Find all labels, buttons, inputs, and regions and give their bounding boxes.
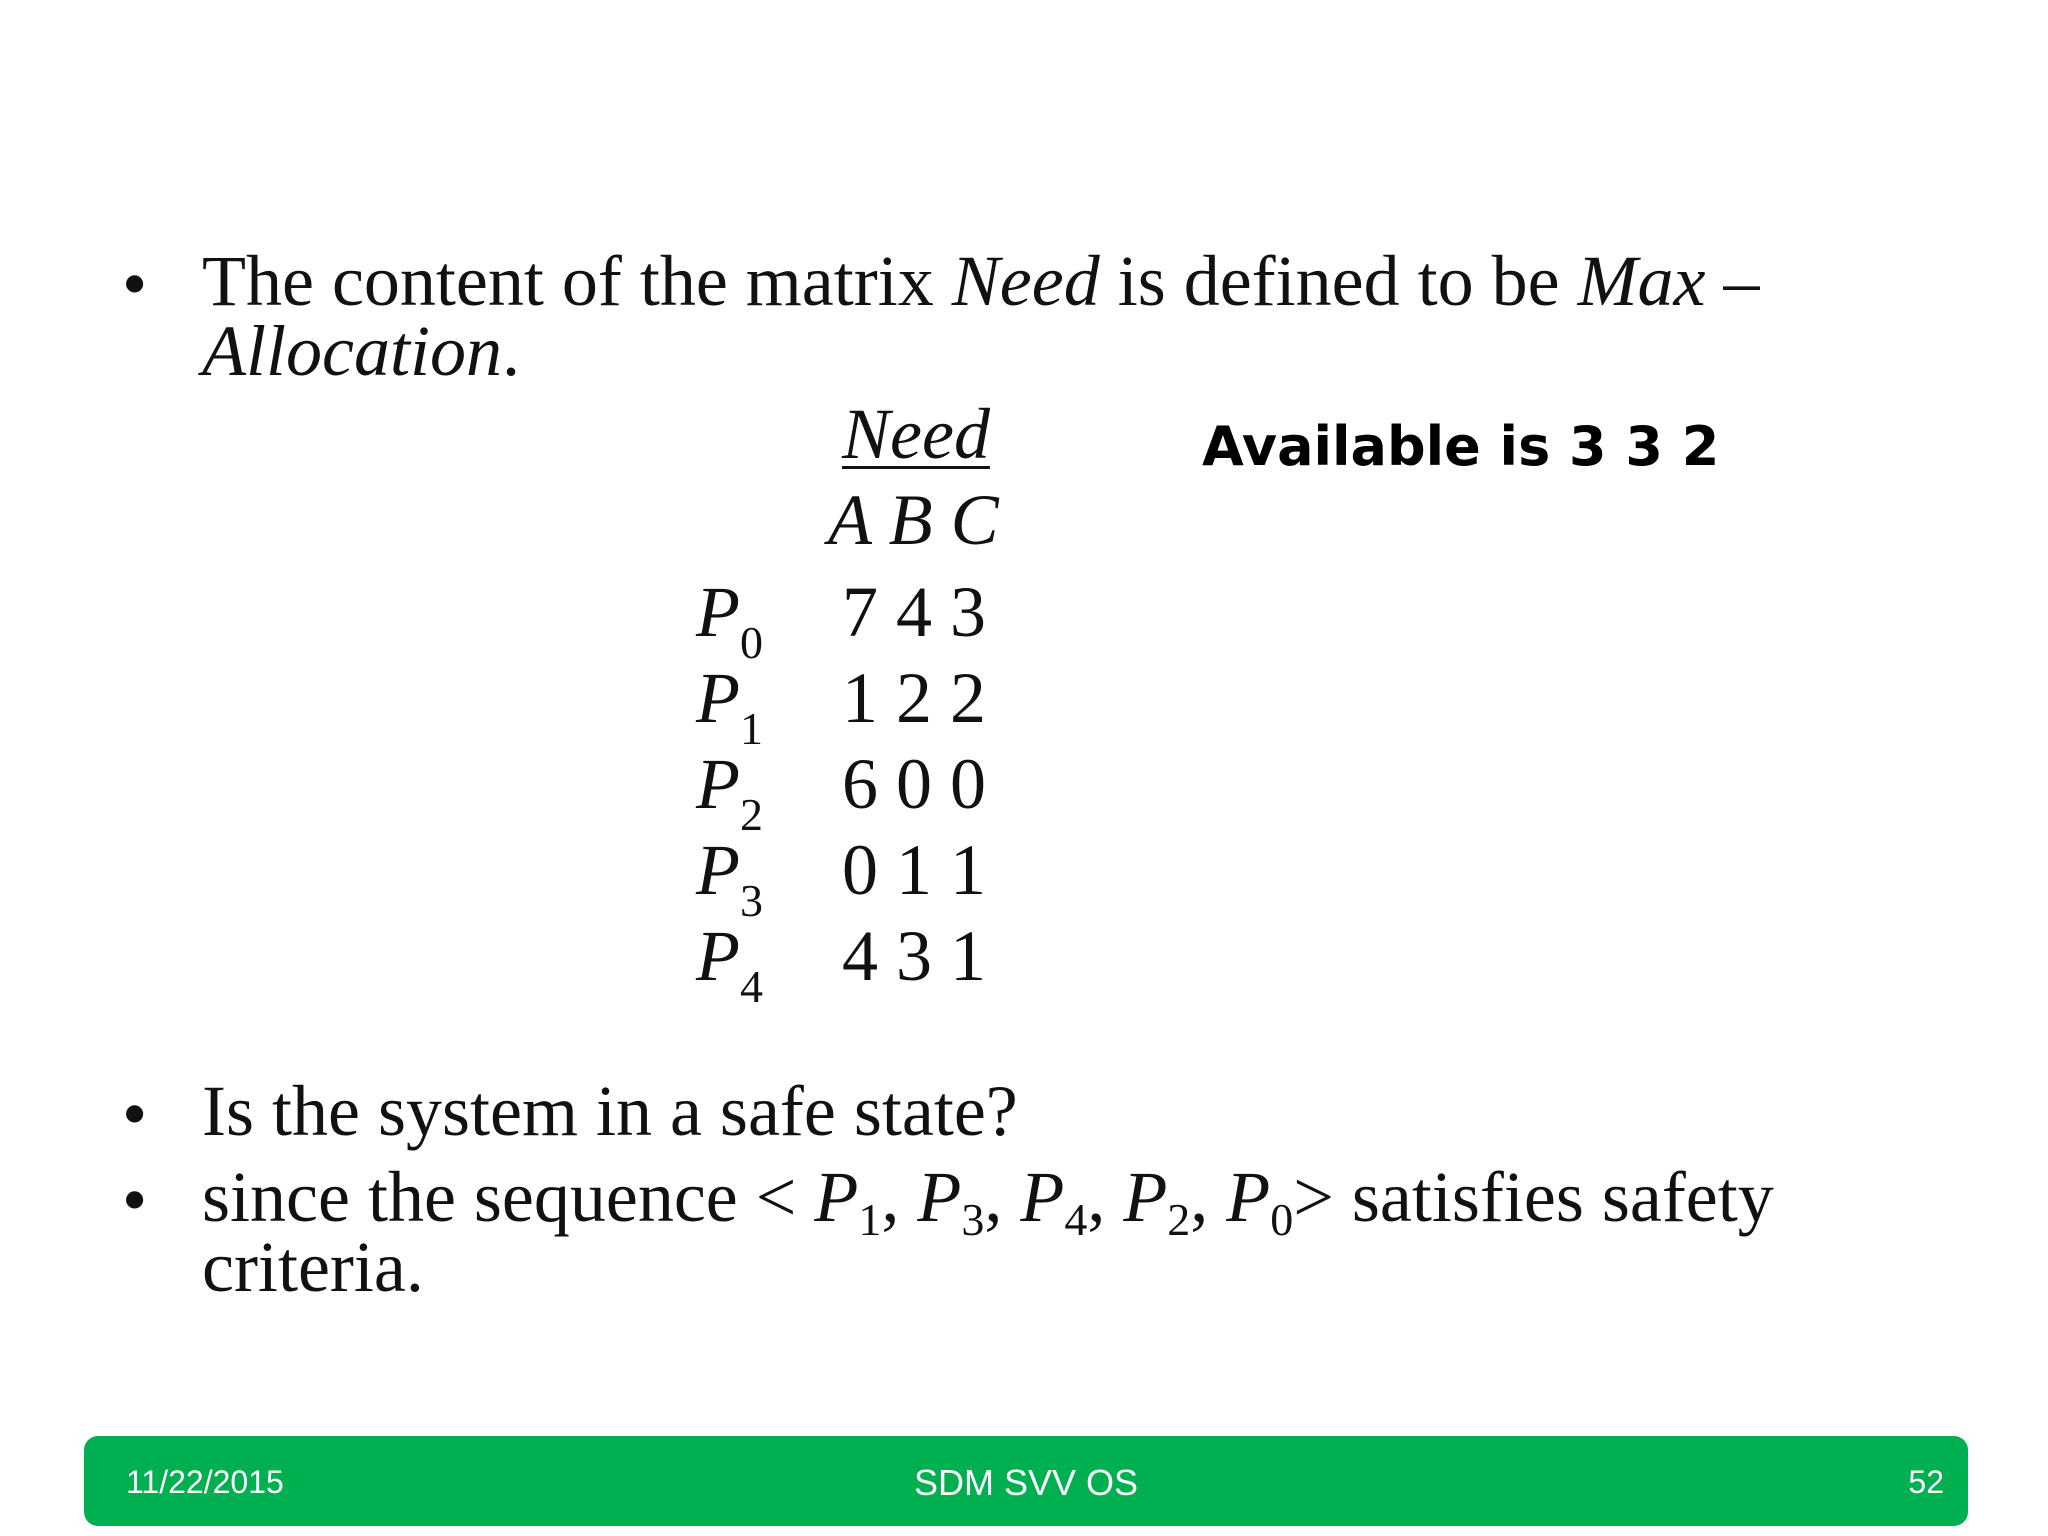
bullet-safe-state-question: Is the system in a safe state?	[202, 1071, 1018, 1151]
seq-letter: P	[814, 1157, 859, 1237]
need-row-label-p2	[696, 744, 763, 840]
need-row-label-p0	[696, 572, 763, 668]
footer-date: 11/22/2015	[126, 1464, 284, 1500]
bullet1-max-word: Max	[1577, 241, 1706, 321]
bullet-marker-2: •	[122, 1074, 148, 1154]
need-row-label-p3	[696, 830, 763, 926]
bullet3-tail: > satisfies safety	[1293, 1157, 1774, 1237]
need-row-values-p4: 4 3 1	[842, 916, 986, 996]
bullet1-allocation-word: Allocation	[202, 311, 502, 391]
row-subscript: 4	[739, 961, 763, 1012]
bullet3-line2: criteria.	[202, 1227, 424, 1307]
bullet1-text-part3: –	[1705, 241, 1760, 321]
row-letter: P	[696, 744, 740, 824]
need-row-values-p0: 7 4 3	[842, 572, 986, 652]
seq-separator: ,	[1190, 1157, 1227, 1237]
seq-letter: P	[1226, 1157, 1271, 1237]
seq-letter: P	[1123, 1157, 1168, 1237]
row-subscript: 2	[739, 789, 763, 840]
bullet3-lead: since the sequence <	[202, 1157, 815, 1237]
seq-separator: ,	[1087, 1157, 1124, 1237]
need-row-label-p4	[696, 916, 763, 1012]
bullet-marker-1: •	[122, 244, 148, 324]
need-table-title: Need	[842, 394, 990, 474]
seq-letter: P	[1020, 1157, 1065, 1237]
bullet-need-definition	[202, 241, 1760, 391]
seq-separator: ,	[984, 1157, 1021, 1237]
footer-course-title: SDM SVV OS	[913, 1462, 1139, 1503]
row-letter: P	[696, 916, 740, 996]
need-row-values-p3: 0 1 1	[842, 830, 986, 910]
row-subscript: 0	[739, 617, 763, 668]
bullet-marker-3: •	[122, 1160, 148, 1240]
row-letter: P	[696, 658, 740, 738]
need-table-header: A B C	[828, 480, 999, 560]
slide-footer-bar	[84, 1436, 1968, 1526]
bullet1-text-part2: is defined to be	[1099, 241, 1578, 321]
need-row-values-p1: 1 2 2	[842, 658, 986, 738]
seq-subscript: 4	[1064, 1194, 1088, 1245]
bullet1-text-part1: The content of the matrix	[202, 241, 952, 321]
need-row-values-p2: 6 0 0	[842, 744, 986, 824]
bullet-safe-sequence	[202, 1157, 1774, 1307]
row-letter: P	[696, 572, 740, 652]
seq-subscript: 1	[858, 1194, 882, 1245]
row-subscript: 1	[739, 703, 763, 754]
row-letter: P	[696, 830, 740, 910]
seq-subscript: 2	[1167, 1194, 1191, 1245]
seq-subscript: 0	[1270, 1194, 1294, 1245]
row-subscript: 3	[739, 875, 763, 926]
seq-subscript: 3	[961, 1194, 985, 1245]
available-resources-text: Available is 3 3 2	[1202, 415, 1720, 478]
need-row-label-p1	[696, 658, 763, 754]
footer-page-number: 52	[1908, 1464, 1944, 1500]
bullet1-period: .	[501, 311, 520, 391]
seq-separator: ,	[881, 1157, 918, 1237]
bullet1-need-word: Need	[951, 241, 1100, 321]
seq-letter: P	[917, 1157, 962, 1237]
